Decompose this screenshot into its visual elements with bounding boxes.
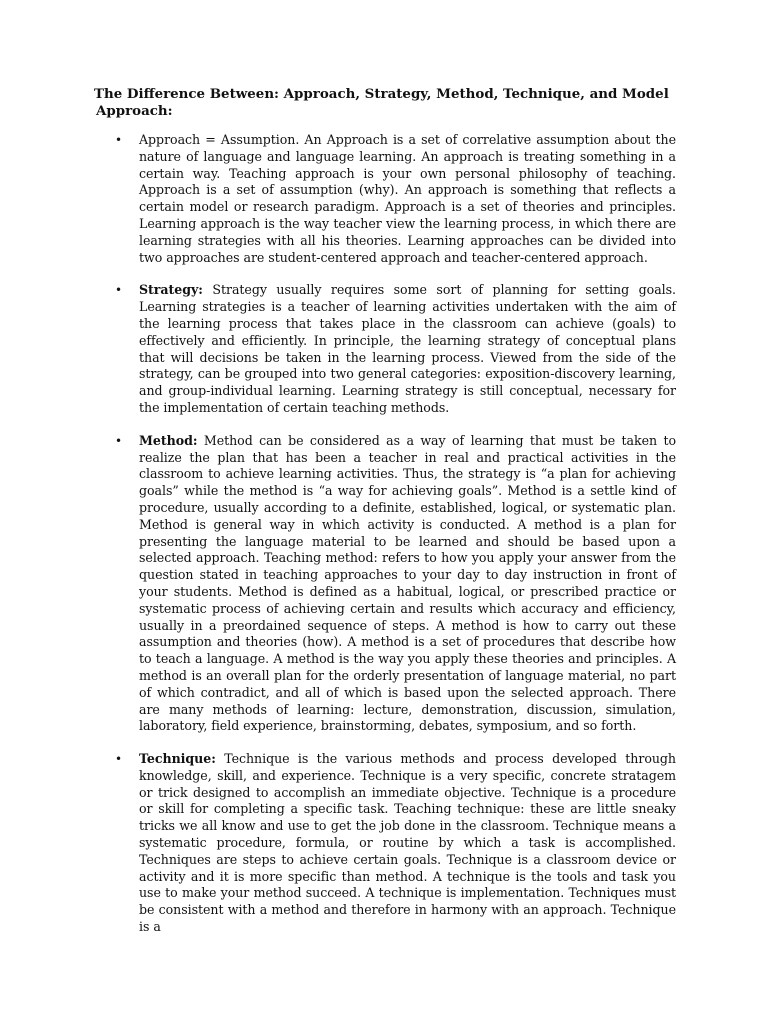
list-item-method: [94, 433, 676, 735]
bullet-icon: •: [115, 133, 123, 147]
bullet-icon: •: [115, 283, 123, 298]
list-item-technique: [94, 751, 676, 936]
item-term: Method:: [139, 432, 198, 448]
section-heading: Approach:: [96, 103, 173, 119]
bullet-icon: •: [115, 433, 123, 448]
item-text: Technique is the various methods and process developed through knowledge, skill, and experience. Technique is a very specific, concrete stratagem or trick designed to accomplish an immediate objective. Technique is a procedure or skill for completing a specific task. Teaching technique: these are little sneaky tricks we all know and use to get the job done in the classroom. Technique means a systematic procedure, formula, or routine by which a task is accomplished. Techniques are steps to achieve certain goals. Technique is a classroom device or activity and it is more specific than method. A technique is the tools and task you use to make your method succeed. A technique is implementation. Techniques must be consistent with a method and therefore in harmony with an approach. Technique is a: [139, 751, 676, 935]
bullet-list: [94, 132, 676, 936]
item-term: Strategy:: [139, 282, 203, 298]
document-title: The Difference Between: Approach, Strategy, Method, Technique, and Model: [94, 86, 669, 102]
list-item-strategy: [94, 282, 676, 416]
item-text: Strategy usually requires some sort of planning for setting goals. Learning strategies is a teacher of learning activities undertaken with the aim of the learning process that takes place in the classroom can achieve (goals) to effectively and efficiently. In principle, the learning strategy of conceptual plans that will decisions be taken in the learning process. Viewed from the side of the strategy, can be grouped into two general categories: exposition-discovery learning, and group-individual learning. Learning strategy is still conceptual, necessary for the implementation of certain teaching methods.: [139, 282, 676, 415]
item-term: Technique:: [139, 751, 216, 767]
list-item-approach: [94, 132, 676, 266]
item-text: Method can be considered as a way of learning that must be taken to realize the plan that has been a teacher in real and practical activities in the classroom to achieve learning activities. Thus, the strategy is “a plan for achieving goals” while the method is “a way for achieving goals”. Method is a settle kind of procedure, usually according to a definite, established, logical, or systematic plan. Method is general way in which activity is conducted. A method is a plan for presenting the language material to be learned and should be based upon a selected approach. Teaching method: refers to how you apply your answer from the question stated in teaching approaches to your day to day instruction in front of your students. Method is defined as a habitual, logical, or prescribed practice or systematic process of achieving certain and results which accuracy and efficiency, usually in a preordained sequence of steps. A method is how to carry out these assumption and theories (how). A method is a set of procedures that describe how to teach a language. A method is the way you apply these theories and principles. A method is an overall plan for the orderly presentation of language material, no part of which contradict, and all of which is based upon the selected approach. There are many methods of learning: lecture, demonstration, discussion, simulation, laboratory, field experience, brainstorming, debates, symposium, and so forth.: [139, 432, 676, 734]
item-text: Approach = Assumption. An Approach is a set of correlative assumption about the nature of language and language learning. An approach is treating something in a certain way. Teaching approach is your own personal philosophy of teaching. Approach is a set of assumption (why). An approach is something that reflects a certain model or research paradigm. Approach is a set of theories and principles. Learning approach is the way teacher view the learning process, in which there are learning strategies with all his theories. Learning approaches can be divided into two approaches are student-centered approach and teacher-centered approach.: [139, 132, 676, 265]
bullet-icon: •: [115, 752, 123, 767]
